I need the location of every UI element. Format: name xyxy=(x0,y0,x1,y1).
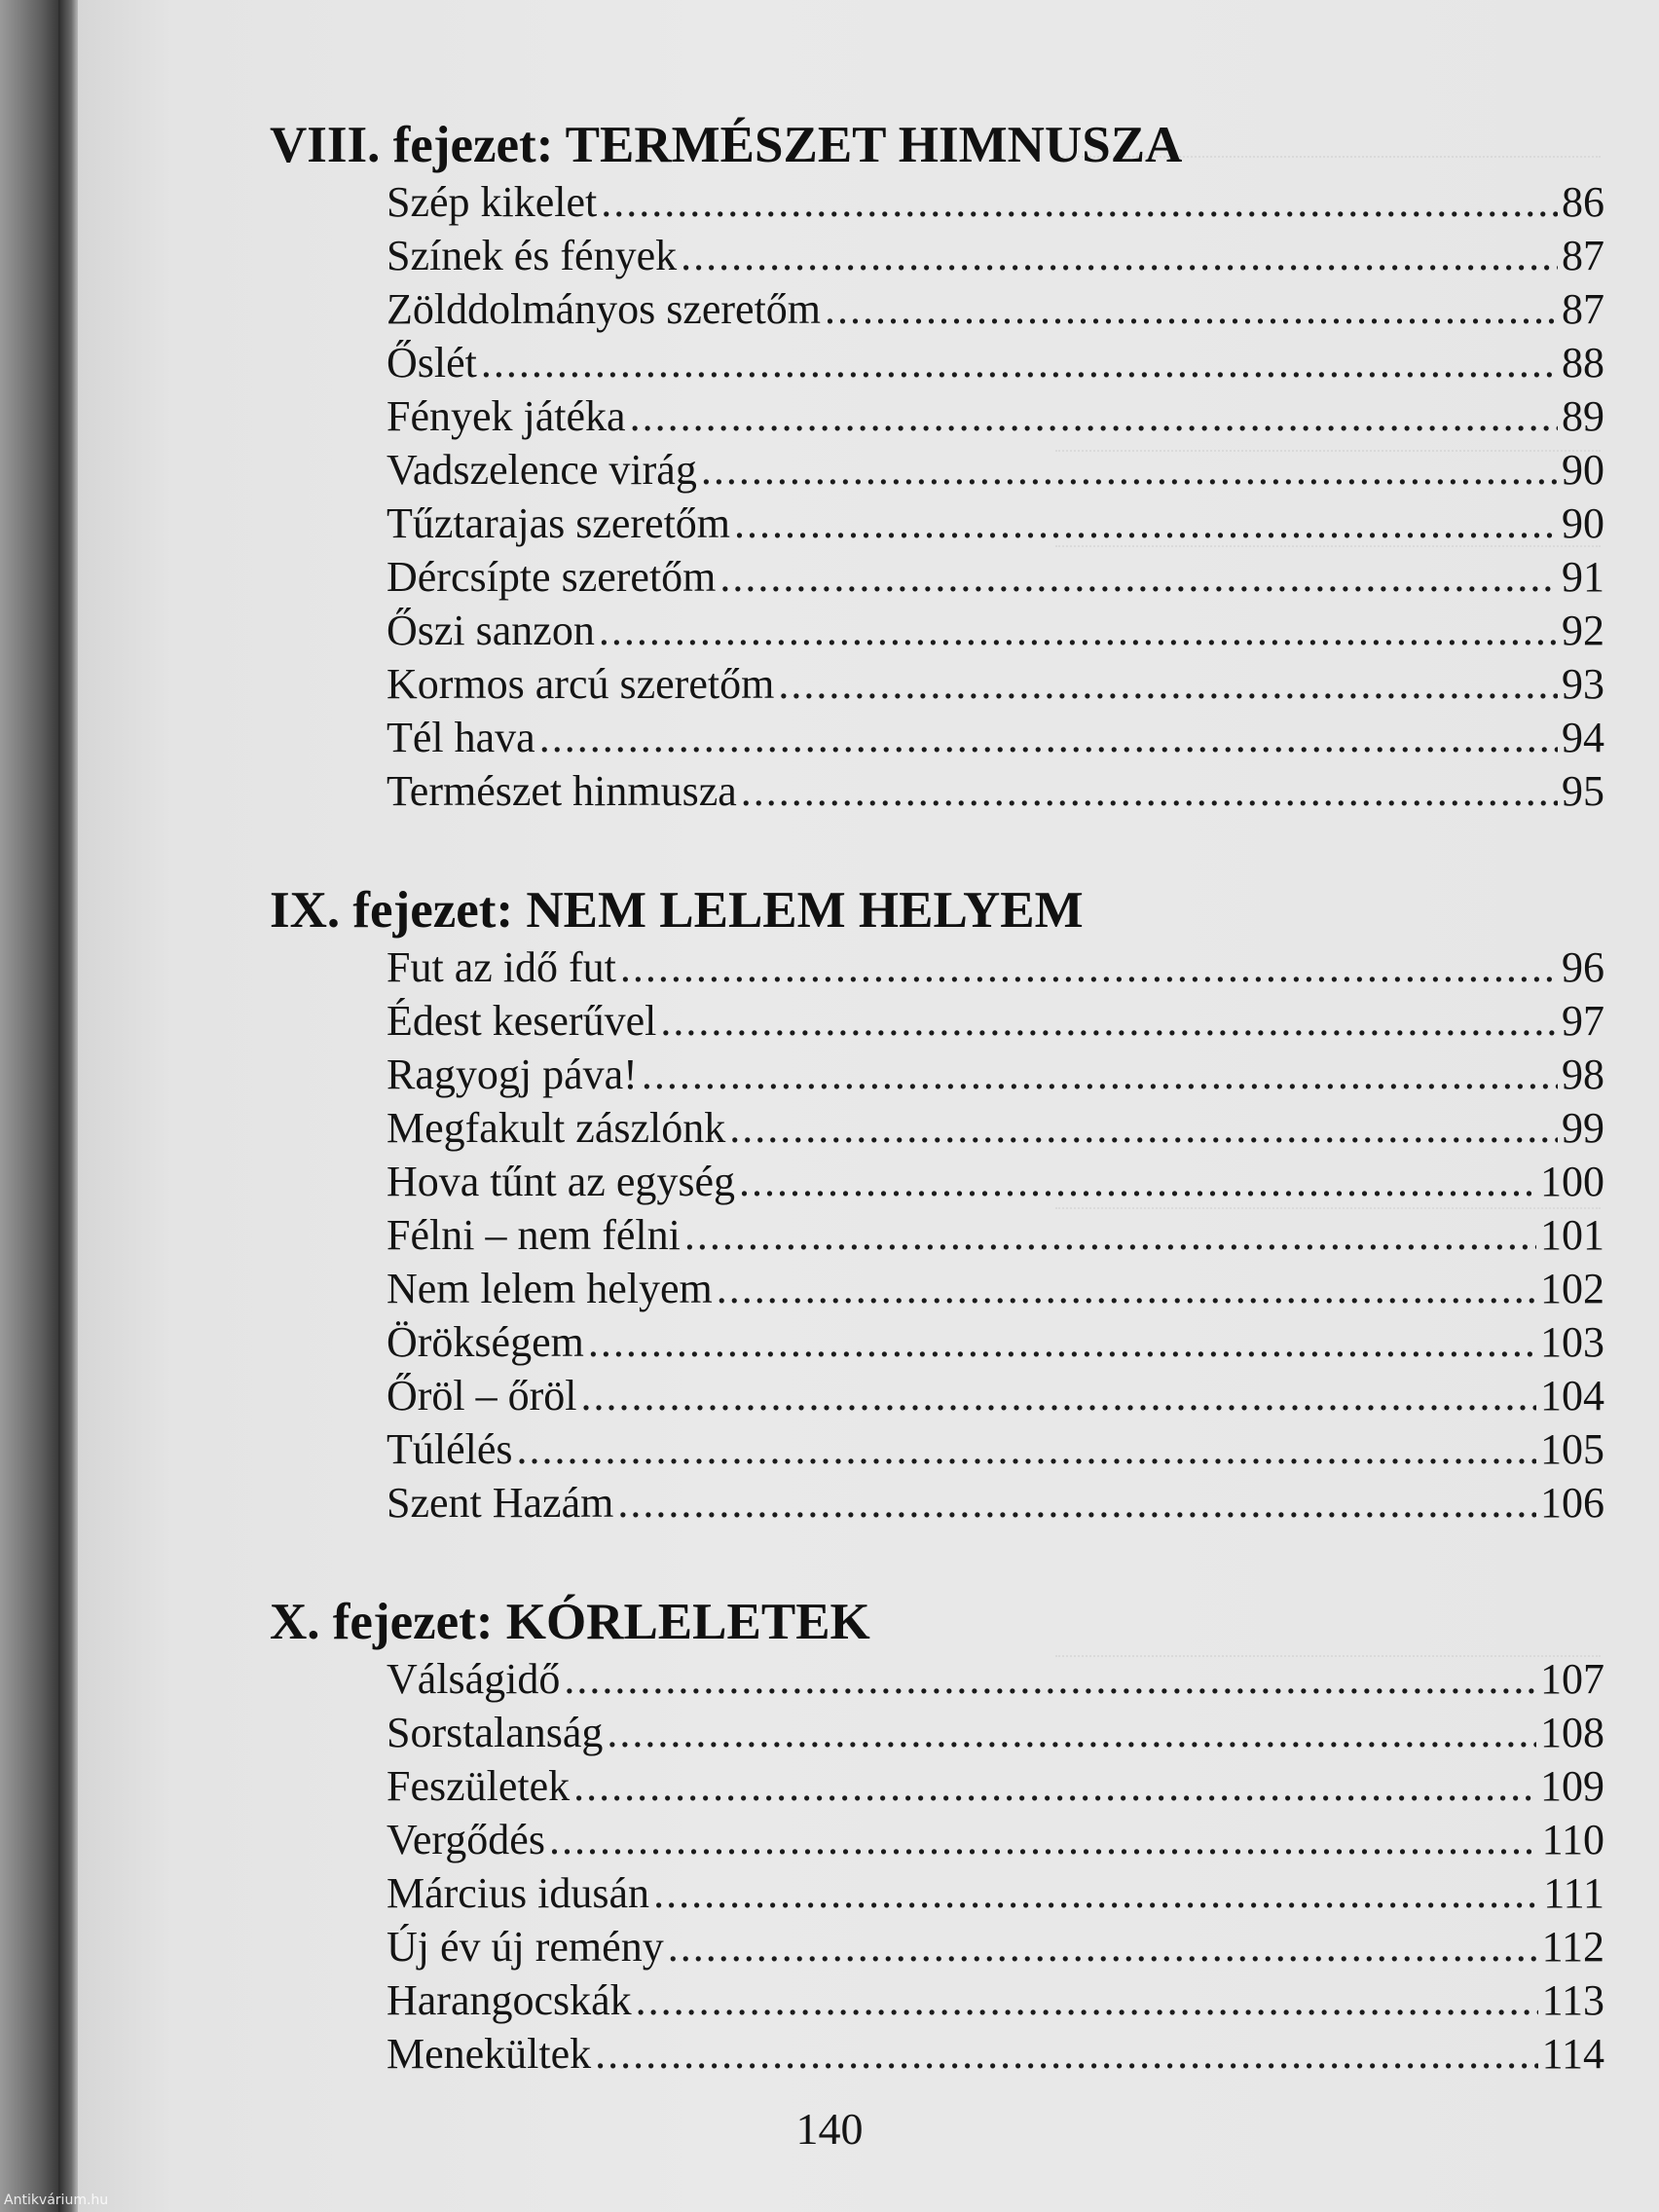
entry-title: Szép kikelet xyxy=(387,178,598,226)
chapter-section xyxy=(270,115,1604,818)
toc-entry xyxy=(387,1315,1604,1369)
entry-page: 92 xyxy=(1562,607,1604,654)
dot-leader xyxy=(825,282,1558,336)
toc-entry xyxy=(387,1101,1604,1155)
toc-entry xyxy=(387,1813,1604,1866)
toc-entry xyxy=(387,1208,1604,1262)
entry-title: Túlélés xyxy=(387,1425,513,1473)
chapter-title: IX. fejezet: NEM LELEM HELYEM xyxy=(270,882,1084,939)
dot-leader xyxy=(642,1048,1558,1101)
toc-entry xyxy=(387,497,1604,550)
entry-page: 88 xyxy=(1562,339,1604,387)
dot-leader xyxy=(681,229,1558,282)
entry-page: 94 xyxy=(1562,714,1604,761)
entry-page: 100 xyxy=(1540,1158,1604,1205)
toc-entry xyxy=(387,1048,1604,1101)
entry-page: 95 xyxy=(1562,767,1604,815)
dot-leader xyxy=(607,1706,1536,1759)
watermark: Antikvárium.hu xyxy=(4,2193,109,2208)
entry-page: 87 xyxy=(1562,285,1604,333)
toc-entry xyxy=(387,1866,1604,1920)
dot-leader xyxy=(599,604,1558,657)
page-number: 140 xyxy=(795,2104,864,2154)
dot-leader xyxy=(617,1476,1536,1530)
entry-page: 99 xyxy=(1562,1104,1604,1152)
entry-page: 105 xyxy=(1540,1425,1604,1473)
entry-page: 110 xyxy=(1541,1816,1604,1863)
dot-leader xyxy=(684,1208,1536,1262)
dot-leader xyxy=(620,940,1558,994)
entry-title: Vergődés xyxy=(387,1816,545,1863)
entry-page: 101 xyxy=(1540,1211,1604,1259)
toc-entry xyxy=(387,389,1604,443)
dot-leader xyxy=(481,336,1558,389)
toc-entry xyxy=(387,764,1604,818)
entry-page: 87 xyxy=(1562,232,1604,279)
dot-leader xyxy=(778,657,1558,711)
entry-title: Március idusán xyxy=(387,1869,650,1917)
toc-entry xyxy=(387,336,1604,389)
entry-page: 90 xyxy=(1562,446,1604,494)
entry-title: Fut az idő fut xyxy=(387,943,616,991)
dot-leader xyxy=(549,1813,1538,1866)
entry-title: Örökségem xyxy=(387,1318,584,1366)
entry-page: 113 xyxy=(1541,1976,1604,2024)
entry-page: 91 xyxy=(1562,553,1604,601)
dot-leader xyxy=(717,1262,1536,1315)
toc-entry xyxy=(387,229,1604,282)
wood-background xyxy=(0,0,58,2212)
entry-page: 111 xyxy=(1543,1869,1604,1917)
dot-leader xyxy=(739,1155,1536,1208)
dot-leader xyxy=(734,497,1558,550)
entry-title: Dércsípte szeretőm xyxy=(387,553,717,601)
dot-leader xyxy=(668,1920,1538,1973)
dot-leader xyxy=(701,443,1558,497)
entry-title: Színek és fények xyxy=(387,232,678,279)
dot-leader xyxy=(729,1101,1558,1155)
entry-page: 98 xyxy=(1562,1051,1604,1098)
entry-title: Őslét xyxy=(387,339,477,387)
dot-leader xyxy=(660,994,1558,1048)
toc-entry xyxy=(387,175,1604,229)
dot-leader xyxy=(636,1973,1538,2027)
dot-leader xyxy=(588,1315,1536,1369)
entry-title: Természet hinmusza xyxy=(387,767,737,815)
dot-leader xyxy=(517,1422,1536,1476)
chapter-section xyxy=(270,880,1604,1530)
toc-entry xyxy=(387,604,1604,657)
toc-entry xyxy=(387,1759,1604,1813)
entry-title: Ragyogj páva! xyxy=(387,1051,638,1098)
entry-page: 112 xyxy=(1541,1923,1604,1971)
chapter-section xyxy=(270,1592,1604,2081)
toc-entry xyxy=(387,711,1604,764)
toc-entry xyxy=(387,1476,1604,1530)
entry-title: Nem lelem helyem xyxy=(387,1265,713,1312)
entry-page: 103 xyxy=(1540,1318,1604,1366)
entry-page: 90 xyxy=(1562,499,1604,547)
toc-entry xyxy=(387,1706,1604,1759)
entry-title: Fények játéka xyxy=(387,392,626,440)
entry-page: 108 xyxy=(1540,1709,1604,1756)
entry-page: 86 xyxy=(1562,178,1604,226)
entry-title: Sorstalanság xyxy=(387,1709,604,1756)
dot-leader xyxy=(601,175,1558,229)
dot-leader xyxy=(653,1866,1539,1920)
entry-page: 93 xyxy=(1562,660,1604,708)
entry-title: Megfakult zászlónk xyxy=(387,1104,726,1152)
entry-title: Őröl – őröl xyxy=(387,1372,577,1419)
dot-leader xyxy=(741,764,1558,818)
dot-leader xyxy=(630,389,1558,443)
dot-leader xyxy=(719,550,1558,604)
entry-page: 96 xyxy=(1562,943,1604,991)
entry-page: 102 xyxy=(1540,1265,1604,1312)
toc-entry xyxy=(387,1920,1604,1973)
toc-entry xyxy=(387,1155,1604,1208)
entry-page: 114 xyxy=(1541,2030,1604,2078)
chapter-title: X. fejezet: KÓRLELETEK xyxy=(270,1594,870,1650)
entry-title: Félni – nem félni xyxy=(387,1211,681,1259)
entry-title: Édest keserűvel xyxy=(387,997,657,1045)
dot-leader xyxy=(539,711,1558,764)
entry-page: 104 xyxy=(1540,1372,1604,1419)
entry-title: Feszületek xyxy=(387,1762,571,1810)
toc-entry xyxy=(387,657,1604,711)
chapter-title: VIII. fejezet: TERMÉSZET HIMNUSZA xyxy=(270,117,1183,173)
toc-entry xyxy=(387,1422,1604,1476)
entry-title: Hova tűnt az egység xyxy=(387,1158,735,1205)
entry-title: Kormos arcú szeretőm xyxy=(387,660,775,708)
entry-title: Harangocskák xyxy=(387,1976,632,2024)
entry-page: 89 xyxy=(1562,392,1604,440)
toc-entry xyxy=(387,2027,1604,2081)
entry-title: Őszi sanzon xyxy=(387,607,595,654)
entry-title: Tűztarajas szeretőm xyxy=(387,499,731,547)
entry-title: Válságidő xyxy=(387,1655,561,1703)
entry-page: 106 xyxy=(1540,1479,1604,1527)
dot-leader xyxy=(595,2027,1537,2081)
toc-entry xyxy=(387,1369,1604,1422)
dot-leader xyxy=(564,1652,1536,1706)
dot-leader xyxy=(573,1759,1536,1813)
dot-leader xyxy=(581,1369,1536,1422)
toc-entry xyxy=(387,550,1604,604)
entry-page: 97 xyxy=(1562,997,1604,1045)
table-of-contents xyxy=(270,115,1604,2143)
toc-entry xyxy=(387,1973,1604,2027)
entry-page: 109 xyxy=(1540,1762,1604,1810)
entry-title: Menekültek xyxy=(387,2030,592,2078)
entry-title: Zölddolmányos szeretőm xyxy=(387,285,822,333)
toc-entry xyxy=(387,1262,1604,1315)
toc-entry xyxy=(387,940,1604,994)
toc-entry xyxy=(387,282,1604,336)
toc-entry xyxy=(387,1652,1604,1706)
entry-title: Vadszelence virág xyxy=(387,446,697,494)
toc-entry xyxy=(387,994,1604,1048)
entry-title: Új év új remény xyxy=(387,1923,664,1971)
entry-title: Tél hava xyxy=(387,714,535,761)
entry-title: Szent Hazám xyxy=(387,1479,614,1527)
toc-entry xyxy=(387,443,1604,497)
entry-page: 107 xyxy=(1540,1655,1604,1703)
book-spine-shadow xyxy=(58,0,80,2212)
